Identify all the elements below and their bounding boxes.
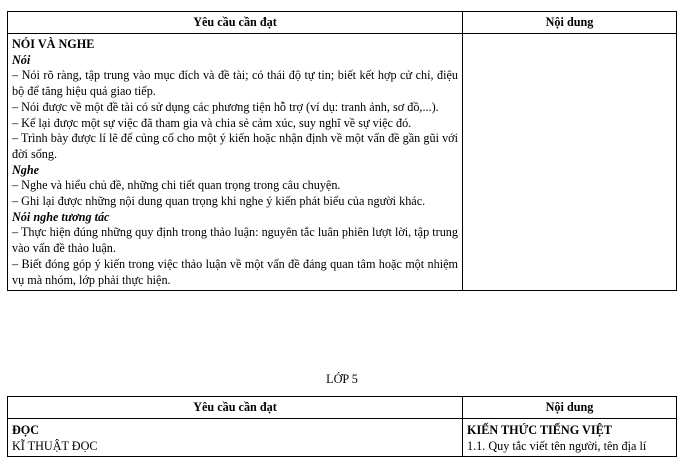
table-row — [8, 419, 677, 457]
header-requirements: Yêu cầu cần đạt — [8, 397, 463, 419]
list-item: – Nói rõ ràng, tập trung vào mục đích và đề tài; có thái độ tự tin; biết kết hợp cử chỉ, điệu bộ để tăng hiệu quả giao tiếp. — [12, 68, 458, 99]
requirements-cell — [8, 419, 463, 457]
requirements-table-grade5 — [7, 396, 677, 457]
group-title-speaking: Nói — [12, 52, 31, 67]
list-item: – Nói được về một đề tài có sử dụng các phương tiện hỗ trợ (ví dụ: tranh ảnh, sơ đồ,...). — [12, 99, 439, 114]
table-header-row — [8, 12, 677, 34]
table-row — [8, 34, 677, 291]
reading-title: ĐỌC — [12, 423, 40, 437]
list-item: – Kể lại được một sự việc đã tham gia và chia sẻ cảm xúc, suy nghĩ về sự việc đó. — [12, 115, 412, 130]
grade-label: LỚP 5 — [326, 372, 358, 386]
list-item: – Trình bày được lí lẽ để củng cố cho một ý kiến hoặc nhận định về một vấn đề gần gũi với đời sống. — [12, 131, 458, 161]
list-item: – Ghi lại được những nội dung quan trọng khi nghe ý kiến phát biểu của người khác. — [12, 194, 426, 209]
content-cell-empty — [463, 34, 677, 291]
requirements-cell — [8, 34, 463, 291]
header-content: Nội dung — [463, 397, 677, 419]
list-item: – Nghe và hiểu chủ đề, những chi tiết quan trọng trong câu chuyện. — [12, 178, 341, 193]
content-cell — [463, 419, 677, 457]
group-title-listening: Nghe — [12, 162, 40, 177]
header-requirements: Yêu cầu cần đạt — [8, 12, 463, 34]
group-title-interactive: Nói nghe tương tác — [12, 209, 110, 224]
reading-technique-subtitle: KĨ THUẬT ĐỌC — [12, 439, 98, 453]
knowledge-item: 1.1. Quy tắc viết tên người, tên địa lí — [467, 439, 647, 453]
list-item: – Thực hiện đúng những quy định trong thảo luận: nguyên tắc luân phiên lượt lời, tập trung vào vấn đề thảo luận. — [12, 225, 458, 256]
section-title: NÓI VÀ NGHE — [12, 37, 95, 51]
table-header-row — [8, 397, 677, 419]
vietnamese-knowledge-title: KIẾN THỨC TIẾNG VIỆT — [467, 423, 612, 437]
list-item: – Biết đóng góp ý kiến trong việc thảo luận về một vấn đề đáng quan tâm hoặc một nhiệm vụ mà nhóm, lớp phải thực hiện. — [12, 256, 458, 287]
requirements-table-grade4 — [7, 11, 677, 291]
header-content: Nội dung — [463, 12, 677, 34]
